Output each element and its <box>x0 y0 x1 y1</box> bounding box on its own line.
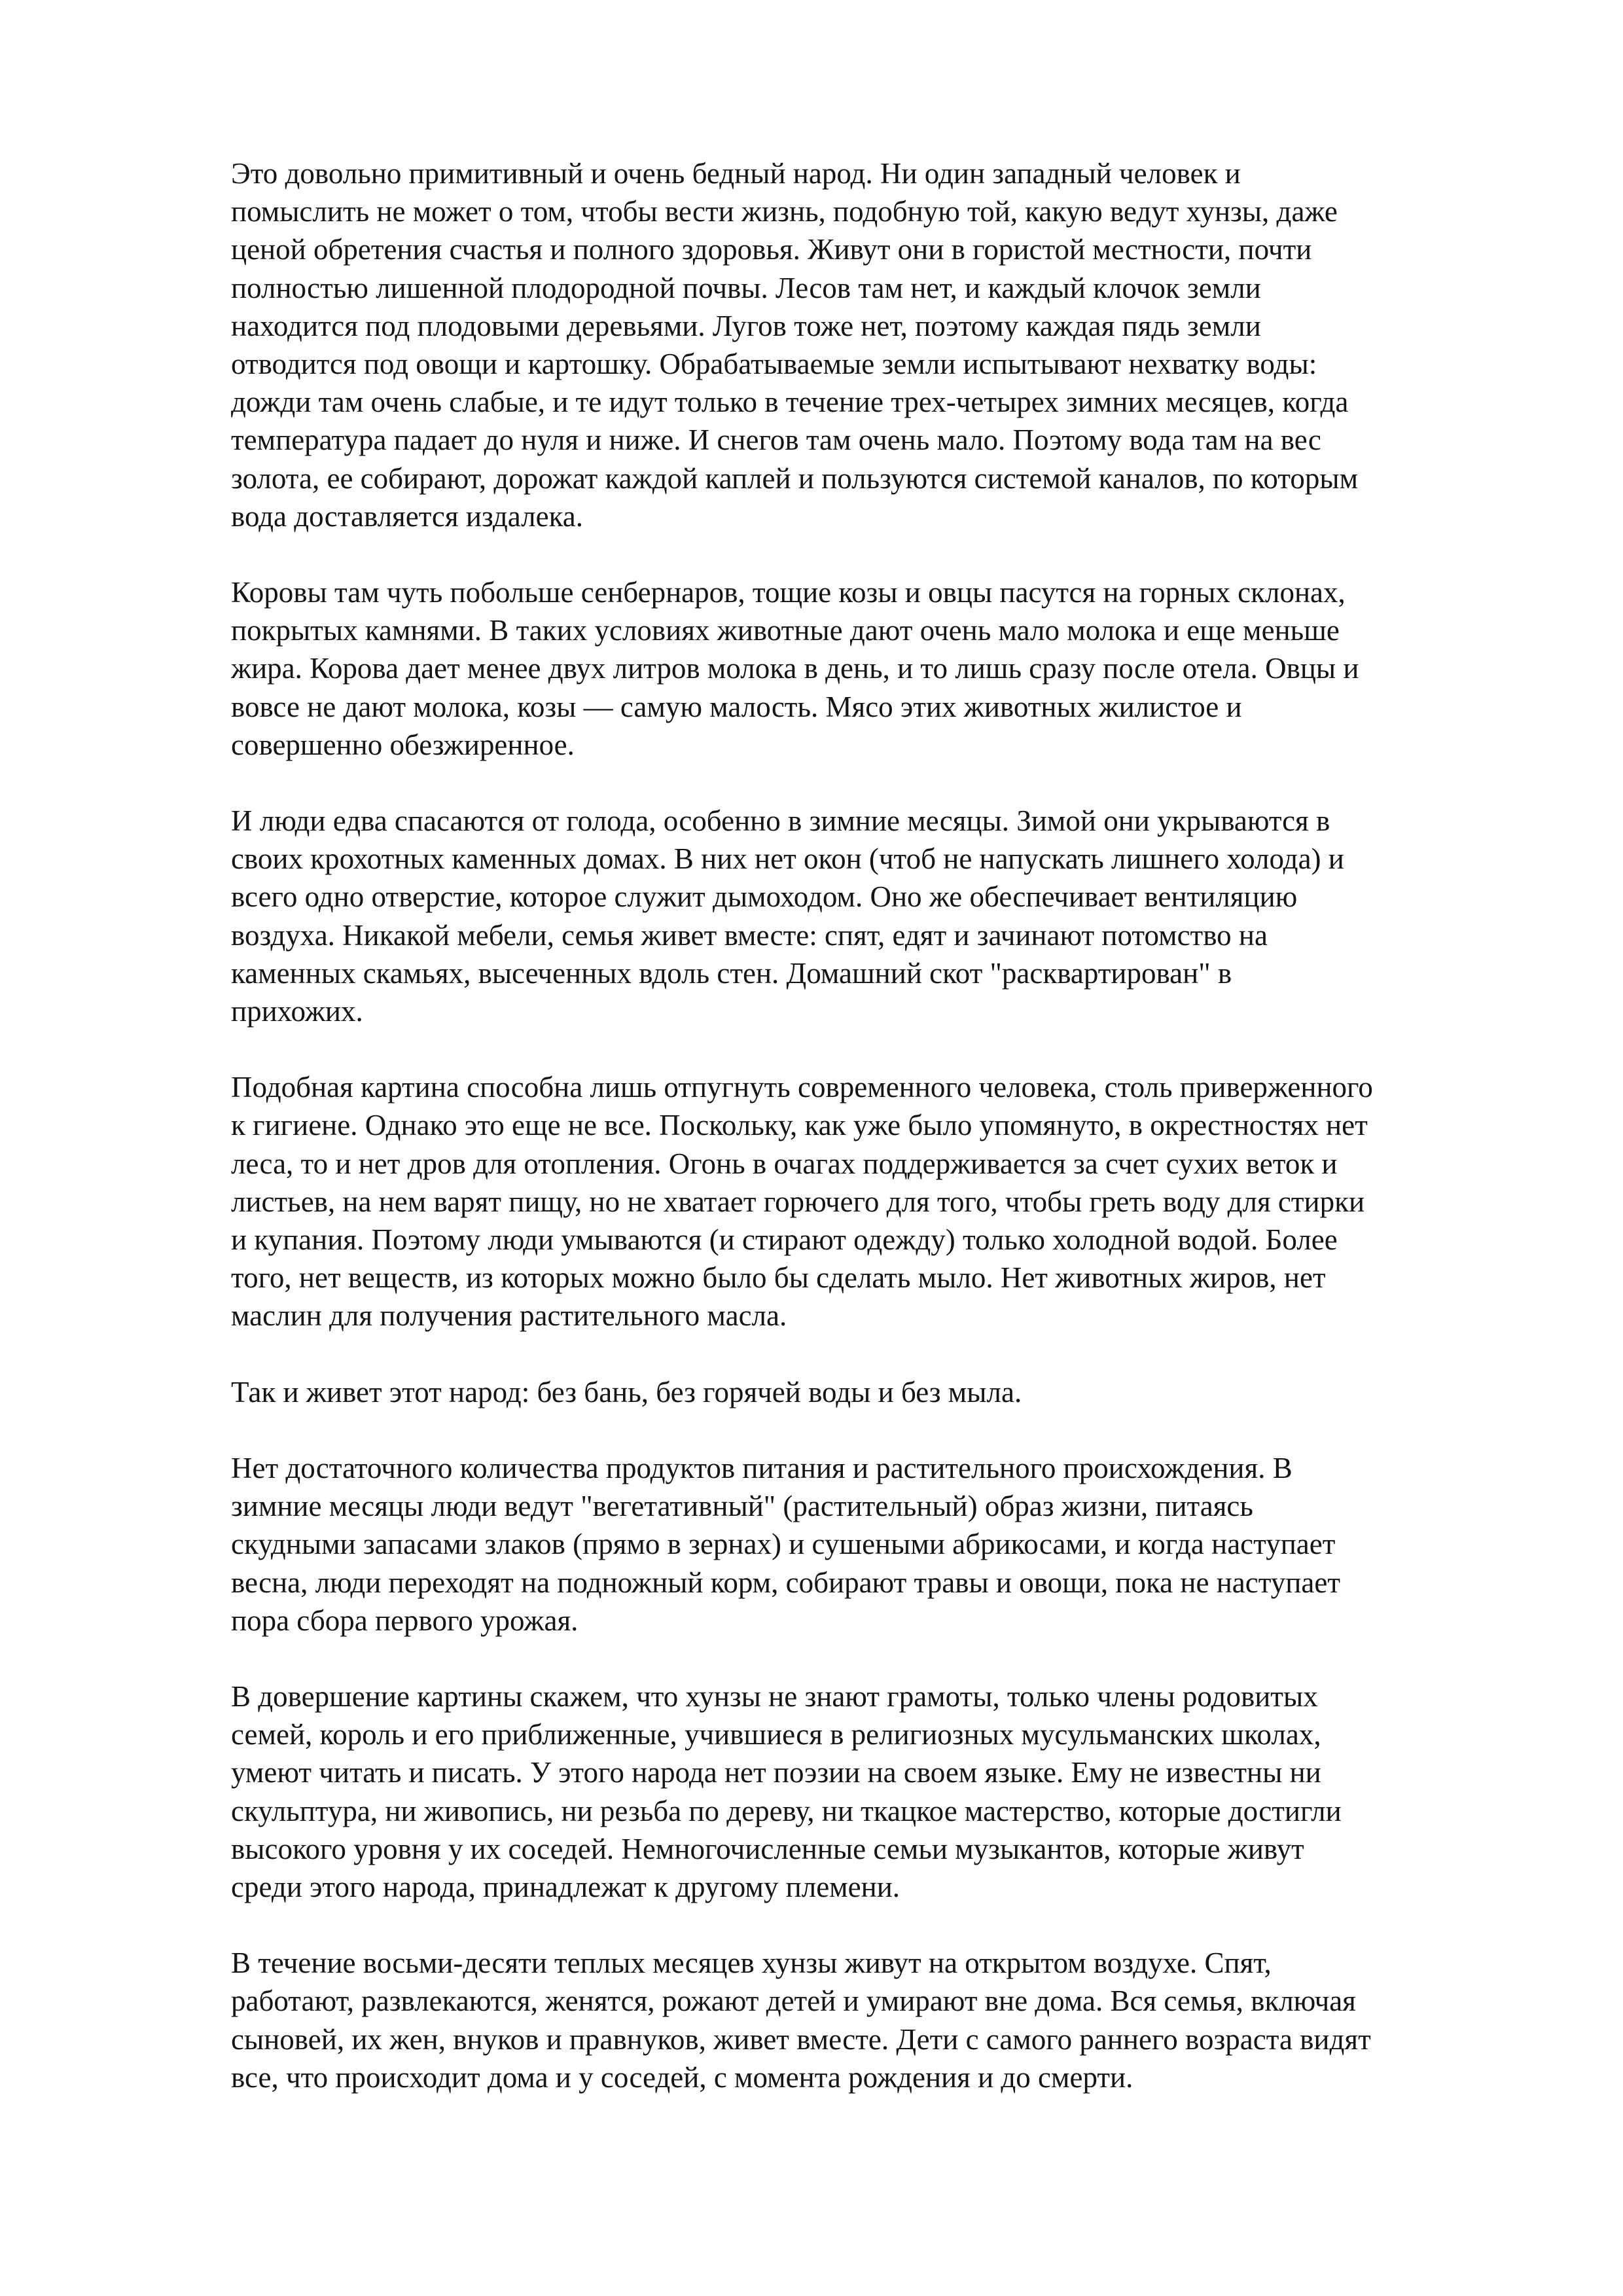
text-line: В течение восьми-десяти теплых месяцев хунзы живут на открытом воздухе. Спят, <box>231 1946 1272 1980</box>
paragraph-7 <box>231 1677 1514 1906</box>
paragraph-5 <box>231 1373 1514 1411</box>
text-line: среди этого народа, принадлежат к другому племени. <box>231 1870 901 1903</box>
text-line: покрытых камнями. В таких условиях животные дают очень мало молока и еще меньше <box>231 614 1340 647</box>
paragraph-6 <box>231 1449 1514 1640</box>
text-line: каменных скамьях, высеченных вдоль стен. Домашний скот "расквартирован" в <box>231 956 1232 990</box>
text-line: вода доставляется издалека. <box>231 499 584 533</box>
text-line: В довершение картины скажем, что хунзы не знают грамоты, только члены родовитых <box>231 1679 1318 1713</box>
text-line: отводится под овощи и картошку. Обрабатываемые земли испытывают нехватку воды: <box>231 348 1317 381</box>
paragraph-3 <box>231 802 1514 1030</box>
paragraph-2 <box>231 573 1514 764</box>
text-line: помыслить не может о том, чтобы вести жизнь, подобную той, какую ведут хунзы, даже <box>231 195 1338 228</box>
paragraph-8 <box>231 1944 1514 2096</box>
text-line: всего одно отверстие, которое служит дымоходом. Оно же обеспечивает вентиляцию <box>231 880 1298 914</box>
text-line: вовсе не дают молока, козы — самую малость. Мясо этих животных жилистое и <box>231 690 1242 723</box>
text-line: своих крохотных каменных домах. В них нет окон (чтоб не напускать лишнего холода) и <box>231 842 1344 876</box>
text-line: Коровы там чуть побольше сенбернаров, тощие козы и овцы пасутся на горных склонах, <box>231 576 1346 609</box>
text-line: Подобная картина способна лишь отпугнуть современного человека, столь приверженного <box>231 1071 1373 1104</box>
text-line: весна, люди переходят на подножный корм, собирают травы и овощи, пока не наступает <box>231 1566 1340 1599</box>
document-page <box>231 154 1514 2134</box>
text-line: и купания. Поэтому люди умываются (и стирают одежду) только холодной водой. Более <box>231 1223 1338 1257</box>
text-line: маслин для получения растительного масла. <box>231 1299 787 1333</box>
text-line: прихожих. <box>231 995 363 1028</box>
text-line: жира. Корова дает менее двух литров молока в день, и то лишь сразу после отела. Овцы и <box>231 652 1359 685</box>
text-line: того, нет веществ, из которых можно было бы сделать мыло. Нет животных жиров, нет <box>231 1261 1326 1295</box>
text-line: Это довольно примитивный и очень бедный народ. Ни один западный человек и <box>231 157 1241 190</box>
text-line: все, что происходит дома и у соседей, с момента рождения и до смерти. <box>231 2060 1133 2094</box>
paragraph-4 <box>231 1068 1514 1335</box>
text-line: высокого уровня у их соседей. Немногочисленные семьи музыкантов, которые живут <box>231 1832 1304 1865</box>
text-line: работают, развлекаются, женятся, рожают детей и умирают вне дома. Вся семья, включая <box>231 1984 1356 2018</box>
text-line: умеют читать и писать. У этого народа нет поэзии на своем языке. Ему не известны ни <box>231 1756 1321 1789</box>
text-line: пора сбора первого урожая. <box>231 1604 579 1637</box>
text-line: воздуха. Никакой мебели, семья живет вместе: спят, едят и зачинают потомство на <box>231 918 1268 952</box>
text-line: скульптура, ни живопись, ни резьба по дереву, ни ткацкое мастерство, которые достигли <box>231 1794 1342 1827</box>
text-line: температура падает до нуля и ниже. И снегов там очень мало. Поэтому вода там на вес <box>231 423 1321 457</box>
text-line: семей, король и его приближенные, учившиеся в религиозных мусульманских школах, <box>231 1718 1321 1751</box>
text-line: Так и живет этот народ: без бань, без горячей воды и без мыла. <box>231 1375 1022 1408</box>
text-line: совершенно обезжиренное. <box>231 728 575 761</box>
paragraph-1 <box>231 154 1514 535</box>
text-line: полностью лишенной плодородной почвы. Лесов там нет, и каждый клочок земли <box>231 271 1261 304</box>
text-line: сыновей, их жен, внуков и правнуков, живет вместе. Дети с самого раннего возраста видят <box>231 2022 1371 2056</box>
text-line: дожди там очень слабые, и те идут только в течение трех-четырех зимних месяцев, когда <box>231 386 1349 419</box>
text-line: зимние месяцы люди ведут "вегетативный" (растительный) образ жизни, питаясь <box>231 1490 1253 1523</box>
text-line: к гигиене. Однако это еще не все. Поскольку, как уже было упомянуто, в окрестностях нет <box>231 1109 1368 1142</box>
text-line: листьев, на нем варят пищу, но не хватает горючего для того, чтобы греть воду для стирки <box>231 1185 1365 1218</box>
text-line: Нет достаточного количества продуктов питания и растительного происхождения. В <box>231 1451 1293 1484</box>
text-line: золота, ее собирают, дорожат каждой каплей и пользуются системой каналов, по которым <box>231 461 1359 495</box>
text-line: ценой обретения счастья и полного здоровья. Живут они в гористой местности, почти <box>231 233 1312 266</box>
text-line: находится под плодовыми деревьями. Лугов тоже нет, поэтому каждая пядь земли <box>231 309 1261 342</box>
text-line: скудными запасами злаков (прямо в зернах) и сушеными абрикосами, и когда наступает <box>231 1528 1336 1561</box>
text-line: леса, то и нет дров для отопления. Огонь в очагах поддерживается за счет сухих веток и <box>231 1147 1338 1180</box>
text-line: И люди едва спасаются от голода, особенно в зимние месяцы. Зимой они укрываются в <box>231 804 1330 838</box>
